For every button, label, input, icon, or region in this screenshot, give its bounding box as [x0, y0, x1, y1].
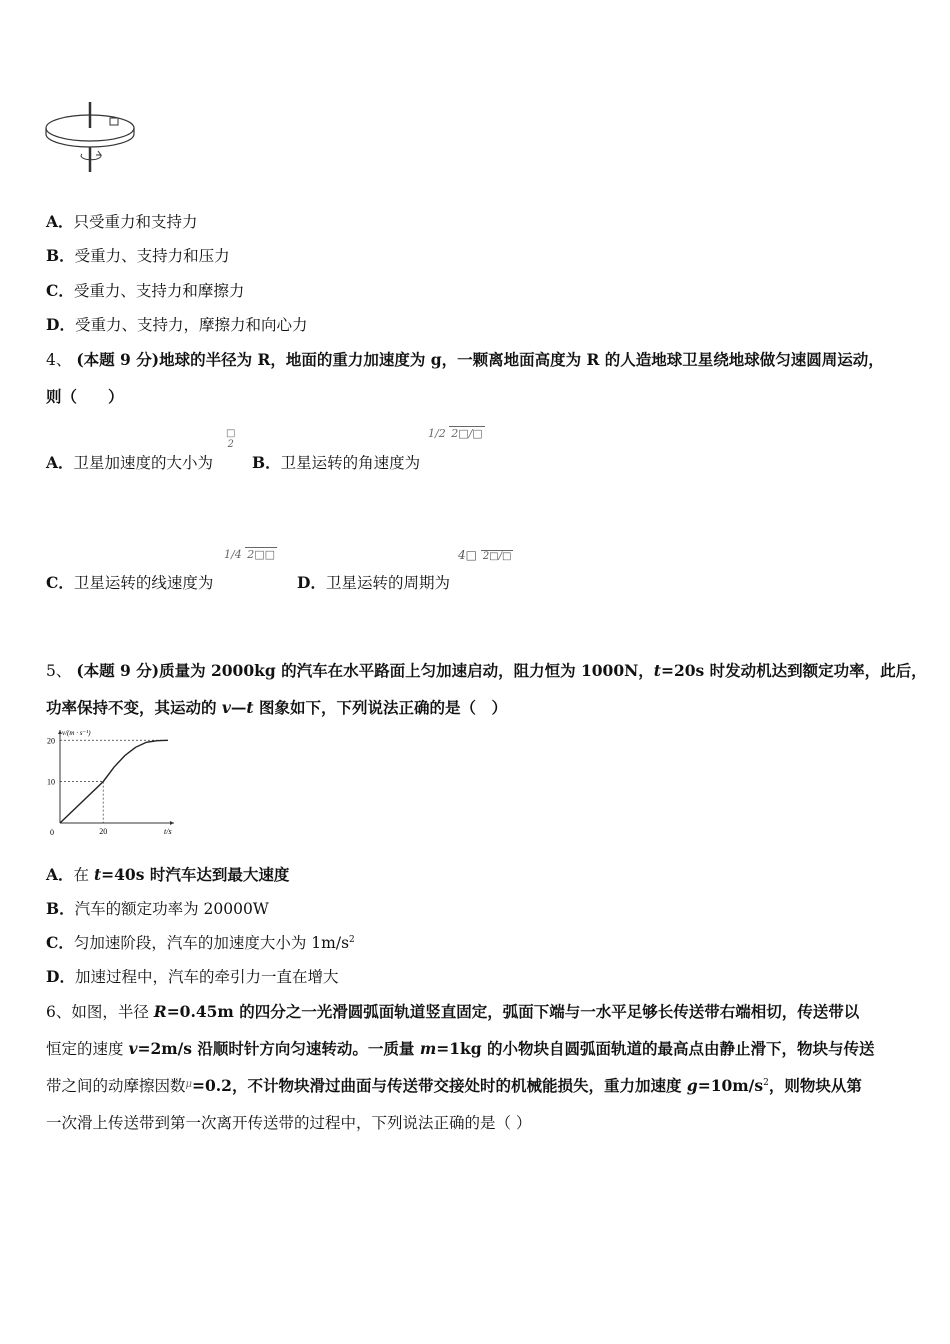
option-superscript: 2	[349, 934, 355, 945]
q5-dash: —	[230, 698, 247, 717]
option-text: 受重力、支持力和摩擦力	[73, 282, 245, 300]
option-label: C	[46, 933, 59, 952]
q6-text: =1kg 的小物块自圆弧面轨道的最高点由静止滑下，物块与传送	[436, 1039, 875, 1058]
q4-stem1: 地球的半径为 R，地面的重力加速度为 g，一颗离地面高度为 R 的人造地球卫星绕地球做匀速圆周运动，	[159, 350, 884, 369]
q5-stem-line1	[46, 659, 927, 681]
q6-line3	[46, 1074, 862, 1096]
q5-stem-text: 图象如下，下列说法正确的是（ ）	[253, 698, 507, 717]
option-label: B	[252, 453, 266, 472]
q5-stem-line2	[46, 696, 507, 718]
option-text: =40s 时汽车达到最大速度	[101, 865, 290, 884]
q5-stem-text: =20s 时发动机达到额定功率，此后，	[660, 661, 927, 680]
formula-radicand: 2□/□	[482, 551, 512, 562]
q6-text: =2m/s 沿顺时针方向匀速转动。一质量	[137, 1039, 420, 1058]
rotation-arrow-head-icon	[96, 151, 101, 155]
turntable-figure	[44, 98, 140, 174]
option-label: A	[46, 453, 59, 472]
q6-text: 6、如图，半径	[46, 1003, 154, 1021]
formula-radicand: 2□□	[247, 548, 275, 561]
q5-var-v: v	[221, 698, 231, 717]
q6-line2	[46, 1037, 874, 1059]
option-text: 在	[73, 866, 94, 884]
q5-stem-text: 功率保持不变，其运动的	[46, 698, 222, 717]
turntable-block	[110, 118, 118, 125]
q5-option-a: A．在 t=40s 时汽车达到最大速度	[46, 865, 290, 884]
formula-numerator: □	[226, 428, 236, 439]
q3-option-c: C．受重力、支持力和摩擦力	[46, 281, 245, 300]
option-text: 卫星运转的周期为	[325, 574, 450, 592]
option-label: B	[46, 246, 60, 265]
q4-option-c: C．卫星运转的线速度为	[46, 573, 214, 592]
q6-var-g: g	[686, 1076, 698, 1095]
x-axis-label: t/s	[164, 827, 172, 836]
q6-text: =0.2，不计物块滑过曲面与传送带交接处时的机械能损失，重力加速度	[192, 1076, 687, 1095]
q4-d-formula	[458, 548, 513, 562]
q4-stem-line2	[46, 385, 124, 407]
q4-option-d: D．卫星运转的周期为	[297, 573, 450, 592]
option-label: A	[46, 865, 59, 884]
q6-line1	[46, 1000, 859, 1022]
q4-option-a: A．卫星加速度的大小为	[46, 453, 214, 472]
q3-option-a: A．只受重力和支持力	[46, 212, 198, 231]
y-axis-label: v/(m · s⁻¹)	[62, 729, 91, 737]
formula-coefficient: 1/2	[428, 427, 446, 440]
option-text: 卫星运转的角速度为	[280, 454, 421, 472]
q3-option-b: B．受重力、支持力和压力	[46, 246, 230, 265]
q6-text: ，则物块从第	[768, 1076, 862, 1095]
q5-option-d: D．加速过程中，汽车的牵引力一直在增大	[46, 967, 339, 986]
option-text: 加速过程中，汽车的牵引力一直在增大	[74, 968, 339, 986]
y-tick-label-20: 20	[47, 736, 55, 746]
q6-var-v: v	[128, 1039, 138, 1058]
option-label: D	[46, 315, 60, 334]
option-text: 受重力、支持力和压力	[74, 247, 230, 265]
q3-option-d: D．受重力、支持力，摩擦力和向心力	[46, 315, 308, 334]
option-text: 卫星运转的线速度为	[73, 574, 214, 592]
formula-radicand: 2□/□	[451, 427, 483, 440]
q6-var-r: R	[153, 1002, 167, 1021]
q4-stem2: 则（ ）	[46, 387, 124, 406]
x-tick-label-20: 20	[99, 827, 108, 836]
x-axis-arrow-icon	[170, 821, 174, 825]
q4-c-formula	[224, 548, 277, 561]
q6-var-m: m	[419, 1039, 437, 1058]
q6-text: =0.45m 的四分之一光滑圆弧面轨道竖直固定，弧面下端与一水平足够长传送带右端相切，传送带以	[166, 1002, 860, 1021]
q6-superscript: 2	[763, 1077, 769, 1088]
q5-option-c: C．匀加速阶段，汽车的加速度大小为 $1m/s^2$	[46, 933, 355, 952]
q5-var-t: t	[246, 698, 254, 717]
q4-tag: (本题 9 分)	[76, 350, 160, 369]
q5-var-t: t	[653, 661, 661, 680]
option-label: C	[46, 281, 59, 300]
formula-denominator: 2	[227, 439, 234, 450]
option-label: D	[46, 967, 60, 986]
q6-text: =10m/s	[697, 1076, 764, 1095]
option-text: 受重力、支持力，摩擦力和向心力	[74, 316, 308, 334]
formula-coefficient: 1/4	[224, 548, 242, 561]
q6-line4	[46, 1111, 531, 1133]
q5-stem-text: 质量为 2000kg 的汽车在水平路面上匀加速启动，阻力恒为 1000N，	[159, 661, 654, 680]
q5-option-b: B．汽车的额定功率为 20000W	[46, 899, 269, 918]
option-text: 只受重力和支持力	[73, 213, 198, 231]
q6-text: 带之间的动摩擦因数	[46, 1077, 186, 1095]
q4-a-formula	[226, 428, 235, 450]
option-text: 卫星加速度的大小为	[73, 454, 214, 472]
y-tick-label-10: 10	[47, 777, 55, 787]
option-label: A	[46, 212, 59, 231]
option-text: 匀加速阶段，汽车的加速度大小为 1m/s	[73, 934, 350, 952]
formula-coefficient: 4□	[458, 548, 477, 562]
q6-var-mu: μ	[185, 1079, 193, 1090]
option-label: B	[46, 899, 60, 918]
q4-number: 4、	[46, 351, 72, 369]
vt-chart	[40, 726, 180, 836]
q4-option-b: B．卫星运转的角速度为	[252, 453, 421, 472]
q6-text: 恒定的速度	[46, 1040, 129, 1058]
option-label: D	[297, 573, 311, 592]
q4-stem-line1	[46, 348, 884, 370]
q5-number: 5、	[46, 662, 72, 680]
option-text: 汽车的额定功率为 20000W	[74, 900, 269, 918]
option-var: t	[93, 865, 102, 884]
q5-tag: (本题 9 分)	[76, 661, 160, 680]
x-tick-label-origin: 0	[50, 828, 54, 836]
option-label: C	[46, 573, 59, 592]
q6-text: 一次滑上传送带到第一次离开传送带的过程中，下列说法正确的是（ ）	[46, 1114, 532, 1132]
q4-b-formula	[428, 427, 485, 440]
